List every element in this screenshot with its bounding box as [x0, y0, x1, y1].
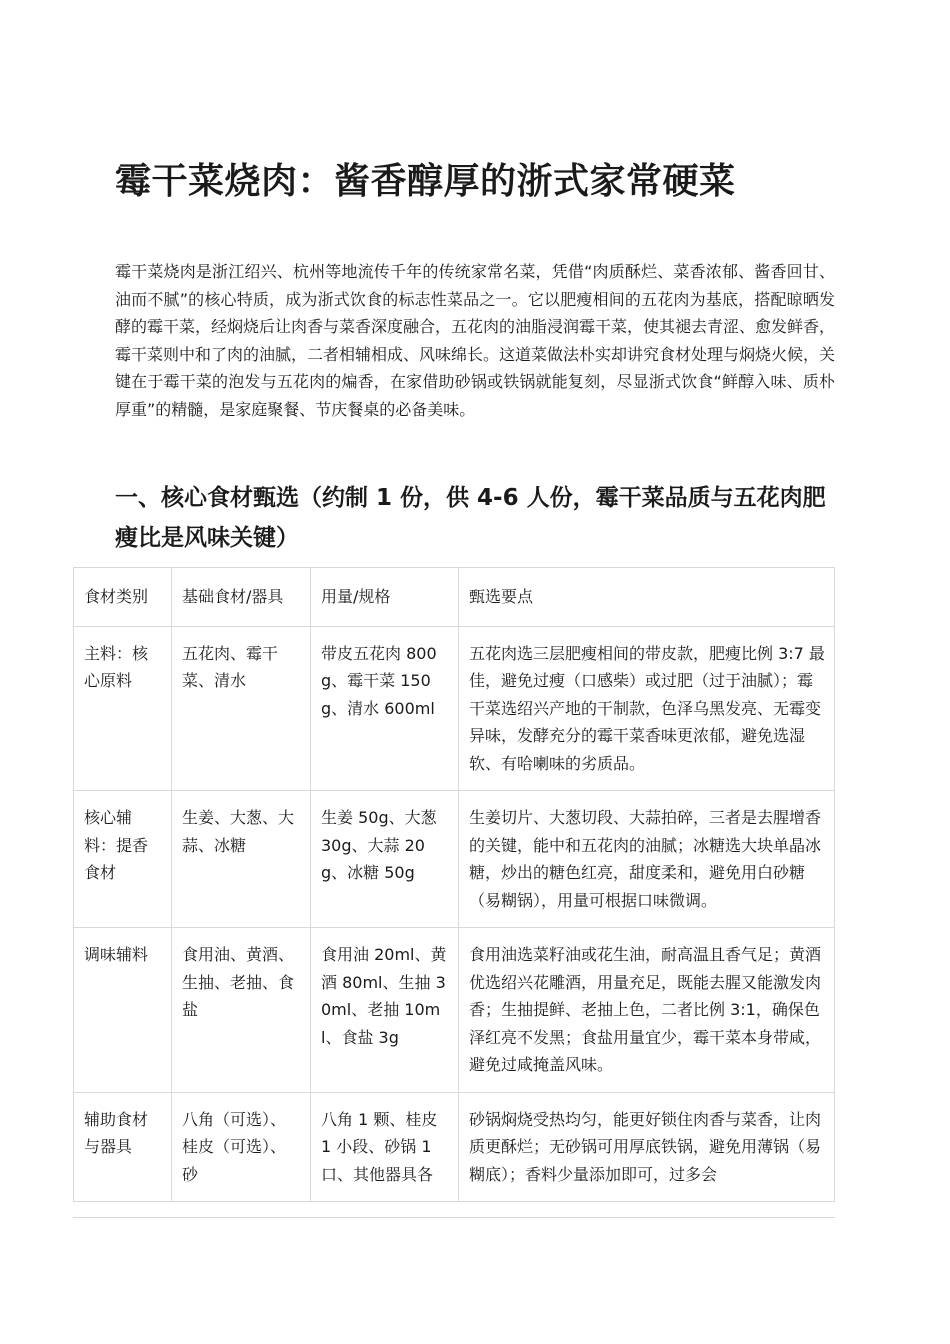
cell-notes: 食用油选菜籽油或花生油，耐高温且香气足；黄酒优选绍兴花雕酒，用量充足，既能去腥又能激发肉香；生抽提鲜、老抽上色，二者比例 3:1，确保色泽红亮不发黑；食盐用量宜少，霉干菜本身带咸，避免过咸掩盖风味。	[459, 928, 835, 1093]
page-title: 霉干菜烧肉：酱香醇厚的浙式家常硬菜	[115, 161, 736, 202]
ingredients-table-container	[73, 567, 835, 1218]
cell-category: 主料：核心原料	[74, 626, 172, 791]
cell-amount: 生姜 50g、大葱 30g、大蒜 20g、冰糖 50g	[311, 791, 459, 928]
header-notes: 甄选要点	[459, 568, 835, 627]
cell-notes: 五花肉选三层肥瘦相间的带皮款，肥瘦比例 3:7 最佳，避免过瘦（口感柴）或过肥（过于油腻）；霉干菜选绍兴产地的干制款，色泽乌黑发亮、无霉变异味，发酵充分的霉干菜香味更浓郁，避免选湿软、有哈喇味的劣质品。	[459, 626, 835, 791]
table-row	[74, 928, 835, 1093]
header-category: 食材类别	[74, 568, 172, 627]
cell-category: 调味辅料	[74, 928, 172, 1093]
cell-category: 辅助食材与器具	[74, 1092, 172, 1202]
cell-items: 八角（可选）、桂皮（可选）、砂	[172, 1092, 311, 1202]
ingredients-table	[73, 567, 835, 1202]
cell-notes: 生姜切片、大葱切段、大蒜拍碎，三者是去腥增香的关键，能中和五花肉的油腻；冰糖选大块单晶冰糖，炒出的糖色红亮，甜度柔和，避免用白砂糖（易糊锅），用量可根据口味微调。	[459, 791, 835, 928]
section-heading-ingredients: 一、核心食材甄选（约制 1 份，供 4-6 人份，霉干菜品质与五花肉肥瘦比是风味关键）	[115, 485, 826, 551]
header-items: 基础食材/器具	[172, 568, 311, 627]
header-amount: 用量/规格	[311, 568, 459, 627]
table-row	[74, 626, 835, 791]
cell-category: 核心辅料：提香食材	[74, 791, 172, 928]
cell-amount: 带皮五花肉 800g、霉干菜 150g、清水 600ml	[311, 626, 459, 791]
table-row	[74, 791, 835, 928]
cell-items: 生姜、大葱、大蒜、冰糖	[172, 791, 311, 928]
cell-amount: 八角 1 颗、桂皮 1 小段、砂锅 1 口、其他器具各	[311, 1092, 459, 1202]
cell-amount: 食用油 20ml、黄酒 80ml、生抽 30ml、老抽 10ml、食盐 3g	[311, 928, 459, 1093]
cell-items: 食用油、黄酒、生抽、老抽、食盐	[172, 928, 311, 1093]
intro-paragraph: 霉干菜烧肉是浙江绍兴、杭州等地流传千年的传统家常名菜，凭借“肉质酥烂、菜香浓郁、酱香回甘、油而不腻”的核心特质，成为浙式饮食的标志性菜品之一。它以肥瘦相间的五花肉为基底，搭配晾晒发酵的霉干菜，经焖烧后让肉香与菜香深度融合，五花肉的油脂浸润霉干菜，使其褪去青涩、愈发鲜香，霉干菜则中和了肉的油腻，二者相辅相成、风味绵长。这道菜做法朴实却讲究食材处理与焖烧火候，关键在于霉干菜的泡发与五花肉的煸香，在家借助砂锅或铁锅就能复刻，尽显浙式饮食“鲜醇入味、质朴厚重”的精髓，是家庭聚餐、节庆餐桌的必备美味。	[115, 262, 836, 419]
table-row	[74, 1092, 835, 1202]
table-header-row	[74, 568, 835, 627]
cell-notes: 砂锅焖烧受热均匀，能更好锁住肉香与菜香，让肉质更酥烂；无砂锅可用厚底铁锅，避免用薄锅（易糊底）；香料少量添加即可，过多会	[459, 1092, 835, 1202]
cell-items: 五花肉、霉干菜、清水	[172, 626, 311, 791]
